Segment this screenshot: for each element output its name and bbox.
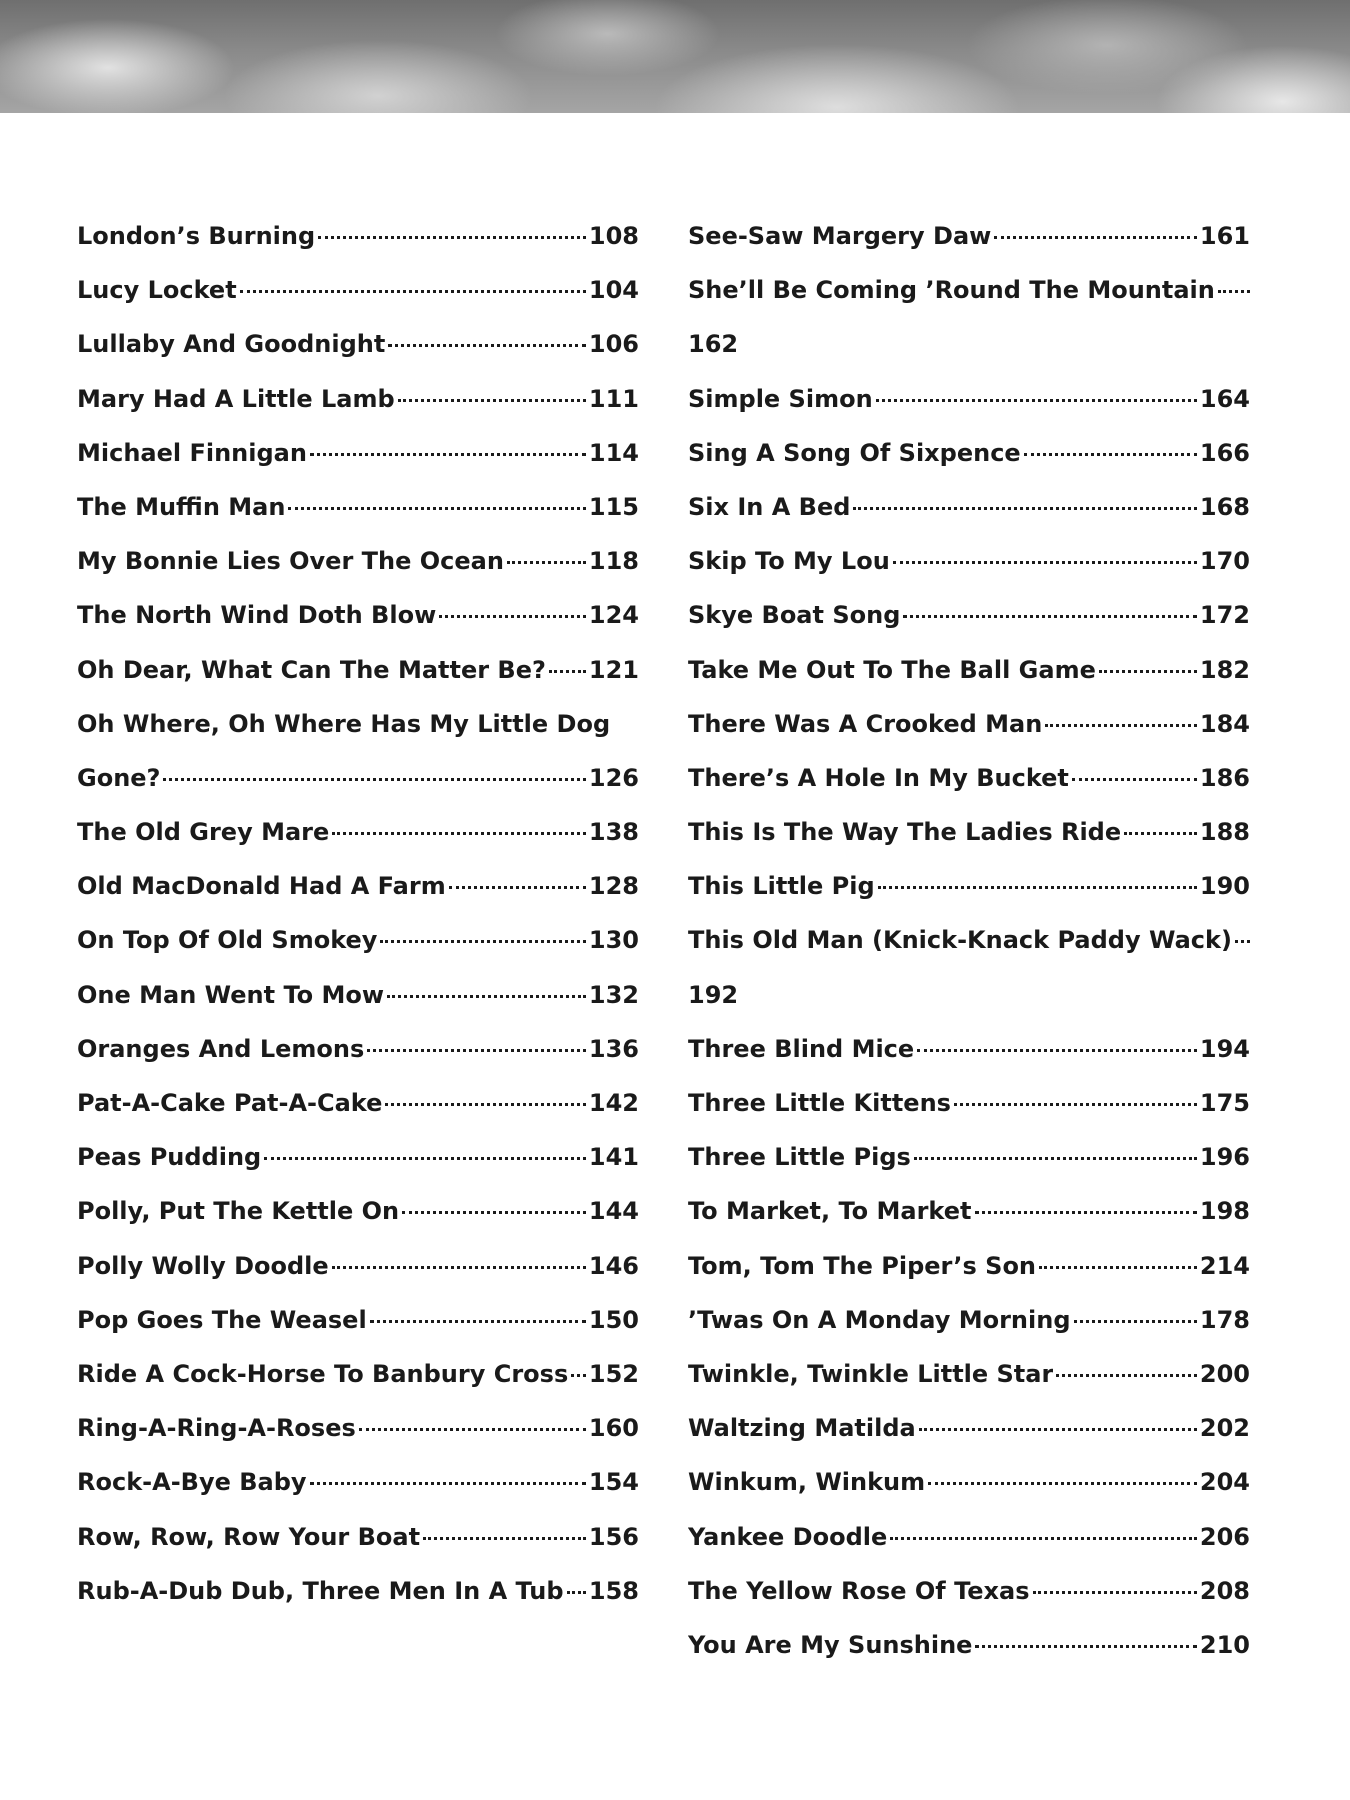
toc-entry-page-number: 132 [588,980,639,1009]
toc-entry[interactable] [688,926,1250,980]
toc-entry-title: She’ll Be Coming ’Round The Mountain [688,276,1215,305]
toc-entry-page-number: 214 [1199,1251,1250,1280]
toc-entry-page-number: 162 [688,330,739,359]
toc-entry-page-number: 175 [1199,1089,1250,1117]
toc-entry[interactable] [688,872,1250,926]
toc-entry-page-number: 186 [1199,763,1250,792]
toc-entry[interactable] [688,1577,1250,1631]
toc-entry-title: Polly Wolly Doodle [77,1251,329,1280]
toc-entry-title: Yankee Doodle [688,1522,888,1551]
toc-entry-page-number: 138 [588,818,639,847]
toc-entry-title: Winkum, Winkum [688,1468,926,1497]
toc-entry-page-number: 136 [588,1034,639,1063]
toc-entry-title: Twinkle, Twinkle Little Star [688,1359,1054,1388]
dot-leader [359,1428,586,1431]
dot-leader [975,1211,1197,1214]
toc-entry[interactable] [688,1089,1250,1143]
toc-entry-page-number: 124 [588,601,639,630]
toc-entry[interactable] [77,1577,639,1631]
toc-entry-title: The Muffin Man [77,492,286,521]
toc-entry-page-number: 142 [588,1089,639,1117]
dot-leader [402,1211,586,1214]
toc-entry[interactable] [77,1197,639,1251]
toc-entry-title: Skye Boat Song [688,601,901,630]
toc-entry-title: The North Wind Doth Blow [77,601,437,630]
toc-entry-title: The Old Grey Mare [77,818,330,847]
dot-leader [919,1428,1197,1431]
dot-leader [423,1537,586,1540]
toc-entry-page-number: 104 [588,276,639,305]
toc-entry-page-number: 150 [588,1305,639,1334]
dot-leader [975,1645,1196,1648]
toc-entry-page-number: 194 [1199,1034,1250,1063]
toc-entry-title: Pat-A-Cake Pat-A-Cake [77,1089,383,1117]
toc-entry[interactable] [77,872,639,926]
toc-entry[interactable] [688,601,1250,655]
toc-entry[interactable] [688,1197,1250,1251]
dot-leader [917,1049,1197,1052]
toc-entry[interactable] [688,493,1250,547]
dot-leader [1099,670,1197,673]
toc-entry-title: London’s Burning [77,222,316,250]
toc-entry-title: Michael Finnigan [77,438,307,467]
toc-entry-page-number: 144 [588,1197,639,1226]
toc-entry-page-number: 210 [1199,1630,1250,1659]
toc-entry-title: ’Twas On A Monday Morning [688,1305,1071,1334]
dot-leader [1235,940,1250,943]
dot-leader [954,1103,1197,1106]
dot-leader [385,1103,586,1106]
toc-entry-page-number: 114 [588,438,639,467]
toc-entry[interactable] [77,222,639,276]
dot-leader [853,507,1196,510]
toc-entry[interactable] [688,1468,1250,1522]
toc-entry[interactable] [688,981,1250,1035]
toc-entry-page-number: 126 [588,763,639,792]
dot-leader [370,1320,586,1323]
toc-entry[interactable] [688,1143,1250,1197]
toc-entry-page-number: 182 [1199,655,1250,684]
toc-entry-title: This Old Man (Knick-Knack Paddy Wack) [688,926,1232,955]
dot-leader [388,344,586,347]
dot-leader [1072,778,1197,781]
toc-entry-title: Peas Pudding [77,1143,262,1172]
toc-entry-page-number: 156 [588,1522,639,1551]
toc-entry-page-number: 198 [1199,1197,1250,1226]
toc-entry-page-number: 202 [1199,1414,1250,1443]
dot-leader [449,886,586,889]
toc-entry-title: Lullaby And Goodnight [77,330,386,359]
toc-entry-title: There Was A Crooked Man [688,709,1043,738]
toc-entry-title: Oh Where, Oh Where Has My Little Dog [77,709,611,738]
toc-entry[interactable] [77,1143,639,1197]
toc-entry[interactable] [77,981,639,1035]
toc-entry[interactable] [77,276,639,330]
toc-entry-title: Six In A Bed [688,492,851,521]
toc-entry-page-number: 208 [1199,1576,1250,1605]
toc-entry-page-number: 166 [1199,438,1250,467]
dot-leader [264,1157,586,1160]
dot-leader [163,778,585,781]
toc-entry[interactable] [688,1523,1250,1577]
dot-leader [1056,1374,1197,1377]
toc-entry-title: Lucy Locket [77,276,237,305]
dot-leader [1033,1591,1197,1594]
toc-entry-page-number: 130 [588,926,639,955]
dot-leader [1045,724,1197,727]
toc-entry-title: Rock-A-Bye Baby [77,1468,307,1497]
toc-entry-title: Gone? [77,763,161,792]
dot-leader [398,399,586,402]
toc-entry-title: This Little Pig [688,872,875,901]
toc-entry[interactable] [77,1523,639,1577]
toc-entry-title: Rub-A-Dub Dub, Three Men In A Tub [77,1576,564,1605]
toc-entry-title: Row, Row, Row Your Boat [77,1522,421,1551]
toc-entry[interactable] [77,1035,639,1089]
toc-entry-title: Ride A Cock-Horse To Banbury Cross [77,1359,569,1388]
toc-entry[interactable] [688,818,1250,872]
toc-entry[interactable] [77,385,639,439]
toc-entry-title: The Yellow Rose Of Texas [688,1576,1030,1605]
toc-entry-page-number: 121 [588,655,639,684]
toc-entry-page-number: 106 [588,330,639,359]
toc-entry-page-number: 192 [688,980,739,1009]
dot-leader [571,1374,586,1377]
dot-leader [288,507,585,510]
toc-entry-page-number: 161 [1199,222,1250,250]
dot-leader [878,886,1197,889]
toc-entry-title: My Bonnie Lies Over The Ocean [77,547,504,576]
dot-leader [240,290,586,293]
dot-leader [1039,1266,1197,1269]
toc-entry-title: See-Saw Margery Daw [688,222,992,250]
dot-leader [903,615,1197,618]
dot-leader [1218,290,1250,293]
toc-entry-title: There’s A Hole In My Bucket [688,763,1069,792]
toc-entry-page-number: 170 [1199,547,1250,576]
toc-entry-page-number: 154 [588,1468,639,1497]
toc-entry-page-number: 108 [588,222,639,250]
toc-entry-page-number: 111 [588,384,639,413]
dot-leader [549,670,586,673]
dot-leader [1024,453,1197,456]
toc-entry[interactable] [688,710,1250,764]
toc-entry-title: On Top Of Old Smokey [77,926,378,955]
toc-entry[interactable] [77,601,639,655]
toc-entry[interactable] [77,439,639,493]
sky-banner-image [0,0,1350,113]
toc-entry[interactable] [77,330,639,384]
toc-entry-page-number: 188 [1199,818,1250,847]
dot-leader [318,236,586,239]
toc-entry-title: Waltzing Matilda [688,1414,916,1443]
toc-entry[interactable] [688,439,1250,493]
toc-entry-title: One Man Went To Mow [77,980,385,1009]
toc-entry-title: To Market, To Market [688,1197,972,1226]
toc-entry-page-number: 146 [588,1251,639,1280]
toc-entry[interactable] [77,547,639,601]
toc-entry-page-number: 128 [588,872,639,901]
toc-entry-title: Polly, Put The Kettle On [77,1197,400,1226]
toc-entry[interactable] [688,330,1250,384]
toc-entry-page-number: 141 [588,1143,639,1172]
toc-entry-page-number: 160 [588,1414,639,1443]
toc-entry-title: Sing A Song Of Sixpence [688,438,1021,467]
toc-entry-title: You Are My Sunshine [688,1630,973,1659]
toc-entry-title: This Is The Way The Ladies Ride [688,818,1122,847]
toc-entry-title: Mary Had A Little Lamb [77,384,395,413]
toc-entry[interactable] [77,1089,639,1143]
dot-leader [332,1266,586,1269]
dot-leader [439,615,586,618]
toc-entry[interactable] [688,1360,1250,1414]
dot-leader [310,453,586,456]
toc-entry-page-number: 206 [1199,1522,1250,1551]
toc-entry-page-number: 200 [1199,1359,1250,1388]
toc-entry-title: Three Blind Mice [688,1034,915,1063]
dot-leader [994,236,1197,239]
dot-leader [567,1591,586,1594]
toc-entry-title: Three Little Kittens [688,1089,951,1117]
toc-entry[interactable] [77,1306,639,1360]
toc-entry[interactable] [77,926,639,980]
dot-leader [890,1537,1197,1540]
toc-entry[interactable] [77,764,639,818]
toc-entry-page-number: 172 [1199,601,1250,630]
toc-entry-page-number: 184 [1199,709,1250,738]
toc-right-column [688,222,1250,1685]
toc-entry-title: Pop Goes The Weasel [77,1305,367,1334]
toc-entry-page-number: 190 [1199,872,1250,901]
toc-entry[interactable] [77,656,639,710]
toc-entry[interactable] [688,1252,1250,1306]
toc-entry-page-number: 178 [1199,1305,1250,1334]
dot-leader [876,399,1197,402]
toc-entry[interactable] [688,1035,1250,1089]
toc-entry[interactable] [688,1306,1250,1360]
toc-entry-title: Old MacDonald Had A Farm [77,872,446,901]
toc-entry-page-number: 115 [588,492,639,521]
dot-leader [914,1157,1197,1160]
toc-entry-page-number: 204 [1199,1468,1250,1497]
toc-entry-page-number: 164 [1199,384,1250,413]
toc-entry-title: Skip To My Lou [688,547,890,576]
toc-entry-page-number: 118 [588,547,639,576]
dot-leader [507,561,586,564]
toc-entry-title: Oh Dear, What Can The Matter Be? [77,655,546,684]
toc-entry-page-number: 158 [588,1576,639,1605]
toc-entry-title: Take Me Out To The Ball Game [688,655,1096,684]
toc-entry[interactable] [77,493,639,547]
toc-entry-title: Oranges And Lemons [77,1034,365,1063]
toc-entry[interactable] [77,1414,639,1468]
toc-entry[interactable] [77,1468,639,1522]
toc-entry-page-number: 196 [1199,1143,1250,1172]
dot-leader [310,1482,586,1485]
toc-entry-title: Three Little Pigs [688,1143,911,1172]
toc-entry[interactable] [688,656,1250,710]
toc-entry[interactable] [77,1360,639,1414]
toc-entry-page-number: 152 [588,1359,639,1388]
dot-leader [1124,832,1197,835]
toc-entry[interactable] [77,710,639,764]
toc-entry-page-number: 168 [1199,492,1250,521]
dot-leader [367,1049,586,1052]
toc-entry[interactable] [688,1631,1250,1685]
toc-entry[interactable] [688,1414,1250,1468]
table-of-contents [77,222,1250,1685]
dot-leader [380,940,585,943]
toc-entry[interactable] [688,764,1250,818]
toc-left-column [77,222,639,1685]
toc-entry-title: Ring-A-Ring-A-Roses [77,1414,356,1443]
toc-entry[interactable] [77,1252,639,1306]
dot-leader [928,1482,1197,1485]
toc-entry[interactable] [77,818,639,872]
toc-entry[interactable] [688,547,1250,601]
toc-entry-title: Simple Simon [688,384,873,413]
dot-leader [893,561,1197,564]
toc-entry[interactable] [688,385,1250,439]
toc-entry-title: Tom, Tom The Piper’s Son [688,1251,1037,1280]
toc-entry[interactable] [688,276,1250,330]
toc-entry[interactable] [688,222,1250,276]
dot-leader [387,995,586,998]
dot-leader [332,832,586,835]
dot-leader [1074,1320,1197,1323]
